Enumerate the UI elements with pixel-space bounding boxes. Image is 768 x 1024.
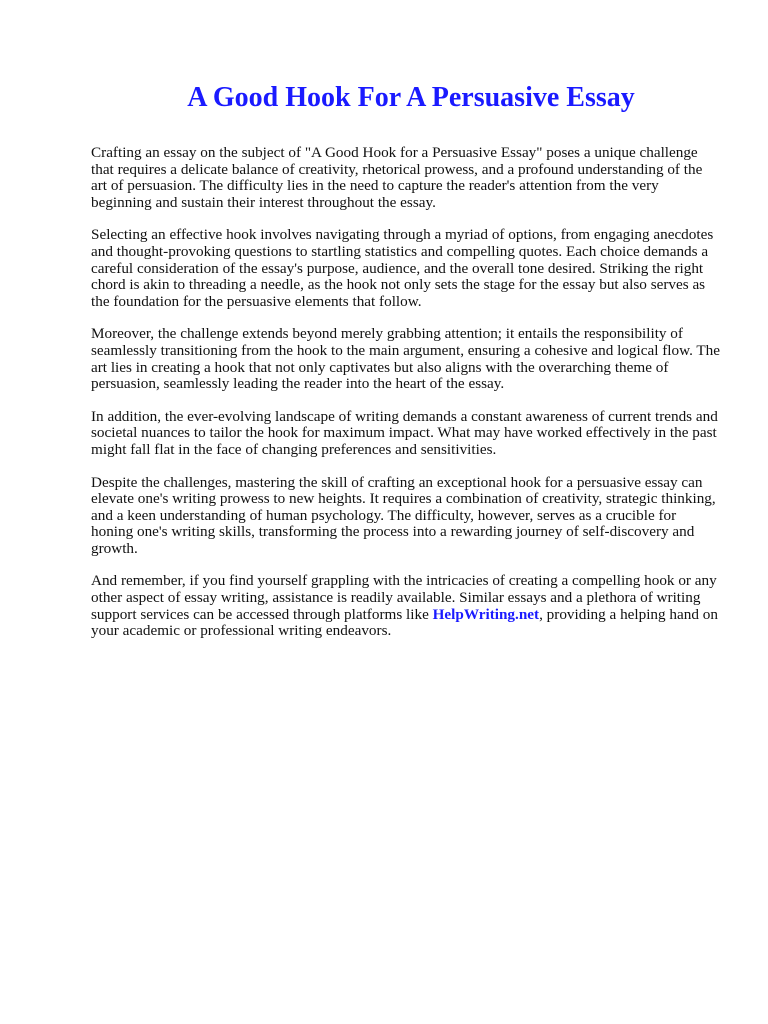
paragraph-4: In addition, the ever-evolving landscape of writing demands a constant awareness of current trends and societal nuances to tailor the hook for maximum impact. What may have worked effectively in the past might fall flat in the face of changing preferences and sensitivities.: [91, 407, 718, 458]
helpwriting-link[interactable]: HelpWriting.net: [432, 605, 540, 623]
document-body: [91, 145, 721, 656]
closing-text-after-link: , providing a helping hand on your academic or professional writing endeavors.: [91, 605, 718, 640]
closing-text-before-link: And remember, if you find yourself grappling with the intricacies of creating a compelling hook or any other aspect of essay writing, assistance is readily available. Similar essays and a plethora of writing support services can be accessed through platforms like: [91, 572, 717, 623]
paragraph-3: Moreover, the challenge extends beyond merely grabbing attention; it entails the responsibility of seamlessly transitioning from the hook to the main argument, ensuring a cohesive and logical flow. The art lies in creating a hook that not only captivates but also aligns with the overarching theme of persuasion, seamlessly leading the reader into the heart of the essay.: [91, 325, 721, 393]
closing-paragraph: [91, 573, 721, 639]
paragraph-5: Despite the challenges, mastering the skill of crafting an exceptional hook for a persuasive essay can elevate one's writing prowess to new heights. It requires a combination of creativity, strategic thinking, and a keen understanding of human psychology. The difficulty, however, serves as a crucible for honing one's writing skills, transforming the process into a rewarding journey of self-discovery and growth.: [91, 473, 716, 557]
paragraph-2: Selecting an effective hook involves navigating through a myriad of options, from engaging anecdotes and thought-provoking questions to startling statistics and compelling quotes. Each choice demands a careful consideration of the essay's purpose, audience, and the overall tone desired. Striking the right chord is akin to threading a needle, as the hook not only sets the stage for the essay but also serves as the foundation for the persuasive elements that follow.: [91, 226, 714, 310]
document-title: A Good Hook For A Persuasive Essay: [187, 82, 635, 113]
paragraph-1: Crafting an essay on the subject of "A Good Hook for a Persuasive Essay" poses a unique challenge that requires a delicate balance of creativity, rhetorical prowess, and a profound understanding of the art of persuasion. The difficulty lies in the need to capture the reader's attention from the very beginning and sustain their interest throughout the essay.: [91, 144, 703, 211]
